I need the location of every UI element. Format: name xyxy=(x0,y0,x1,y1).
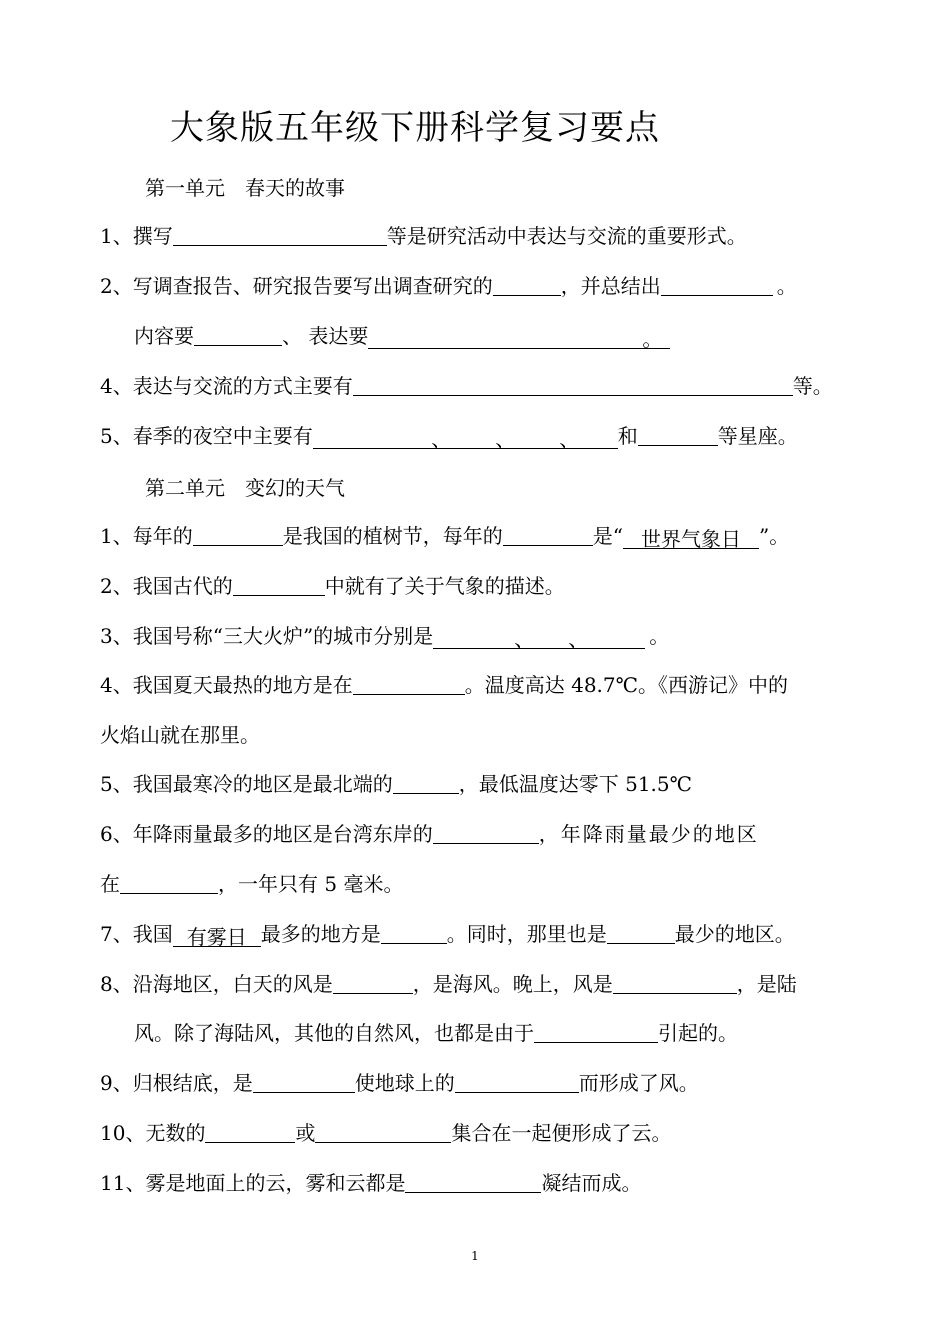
answer-blank[interactable]: 、 、 、 xyxy=(313,424,618,449)
answer-blank[interactable] xyxy=(493,271,561,296)
answer-blank-filled[interactable]: 有雾日 xyxy=(173,922,261,947)
answer-blank[interactable] xyxy=(503,521,593,546)
answer-blank[interactable] xyxy=(433,819,539,844)
answer-blank[interactable] xyxy=(253,1068,355,1093)
unit1-question-5: 5、春季的夜空中主要有 、 、 、 和 等星座。 xyxy=(100,421,798,451)
document-title: 大象版五年级下册科学复习要点 xyxy=(170,108,660,148)
answer-blank[interactable] xyxy=(315,1118,451,1143)
unit2-question-5: 5、我国最寒冷的地区是最北端的 ，最低温度达零下 51.5℃ xyxy=(100,769,692,799)
answer-blank[interactable] xyxy=(661,271,773,296)
answer-blank[interactable] xyxy=(353,371,793,396)
unit2-question-10: 10、无数的 或 集合在一起便形成了云。 xyxy=(100,1118,671,1148)
page-number: 1 xyxy=(471,1249,479,1263)
answer-blank[interactable] xyxy=(120,869,218,894)
unit2-question-6-continued: 在 ，一年只有 5 毫米。 xyxy=(100,869,403,899)
unit2-question-11: 11、雾是地面上的云，雾和云都是 凝结而成。 xyxy=(100,1168,641,1198)
unit2-question-1: 1、每年的 是我国的植树节，每年的 是“ 世界气象日 ”。 xyxy=(100,521,789,551)
answer-blank[interactable] xyxy=(333,969,413,994)
unit2-question-4: 4、我国夏天最热的地方是在 。温度高达 48.7℃。《西游记》中的 xyxy=(100,670,788,700)
unit2-question-2: 2、我国古代的 中就有了关于气象的描述。 xyxy=(100,571,565,601)
unit1-question-3: 内容要 、 表达要 。 xyxy=(134,321,670,351)
answer-blank[interactable] xyxy=(193,521,283,546)
answer-blank[interactable] xyxy=(534,1018,658,1043)
unit2-question-9: 9、归根结底，是 使地球上的 而形成了风。 xyxy=(100,1068,699,1098)
unit1-question-2: 2、写调查报告、研究报告要写出调查研究的 ，并总结出 。 xyxy=(100,271,797,301)
answer-blank[interactable] xyxy=(353,670,465,695)
answer-blank[interactable] xyxy=(393,769,459,794)
unit2-question-3: 3、我国号称“三大火炉”的城市分别是 、 、 。 xyxy=(100,624,670,651)
answer-blank[interactable] xyxy=(381,919,447,944)
unit1-question-1: 1、撰写 等是研究活动中表达与交流的重要形式。 xyxy=(100,221,747,251)
answer-blank[interactable] xyxy=(613,969,737,994)
answer-blank[interactable] xyxy=(455,1068,579,1093)
answer-blank[interactable] xyxy=(638,421,718,446)
unit2-question-7: 7、我国 有雾日 最多的地方是 。同时，那里也是 最少的地区。 xyxy=(100,919,795,949)
unit2-heading: 第二单元 变幻的天气 xyxy=(145,476,345,500)
answer-blank[interactable] xyxy=(205,1118,295,1143)
answer-blank[interactable]: 。 xyxy=(368,324,670,349)
answer-blank[interactable] xyxy=(607,919,675,944)
unit1-question-4: 4、表达与交流的方式主要有 等。 xyxy=(100,371,833,401)
answer-blank[interactable]: 、 、 xyxy=(433,624,645,649)
answer-blank[interactable] xyxy=(405,1168,541,1193)
answer-blank[interactable] xyxy=(233,571,325,596)
unit2-question-8-continued: 风。除了海陆风，其他的自然风，也都是由于 引起的。 xyxy=(134,1018,738,1048)
answer-blank-filled[interactable]: 世界气象日 xyxy=(623,524,759,549)
unit1-heading: 第一单元 春天的故事 xyxy=(145,176,345,200)
unit2-question-6: 6、年降雨量最多的地区是台湾东岸的 ，年降雨量最少的地区 xyxy=(100,819,759,849)
answer-blank[interactable] xyxy=(173,221,387,246)
unit2-question-8: 8、沿海地区，白天的风是 ，是海风。晚上，风是 ，是陆 xyxy=(100,969,797,999)
unit2-question-4-continued: 火焰山就在那里。 xyxy=(100,723,260,747)
answer-blank[interactable] xyxy=(194,321,282,346)
